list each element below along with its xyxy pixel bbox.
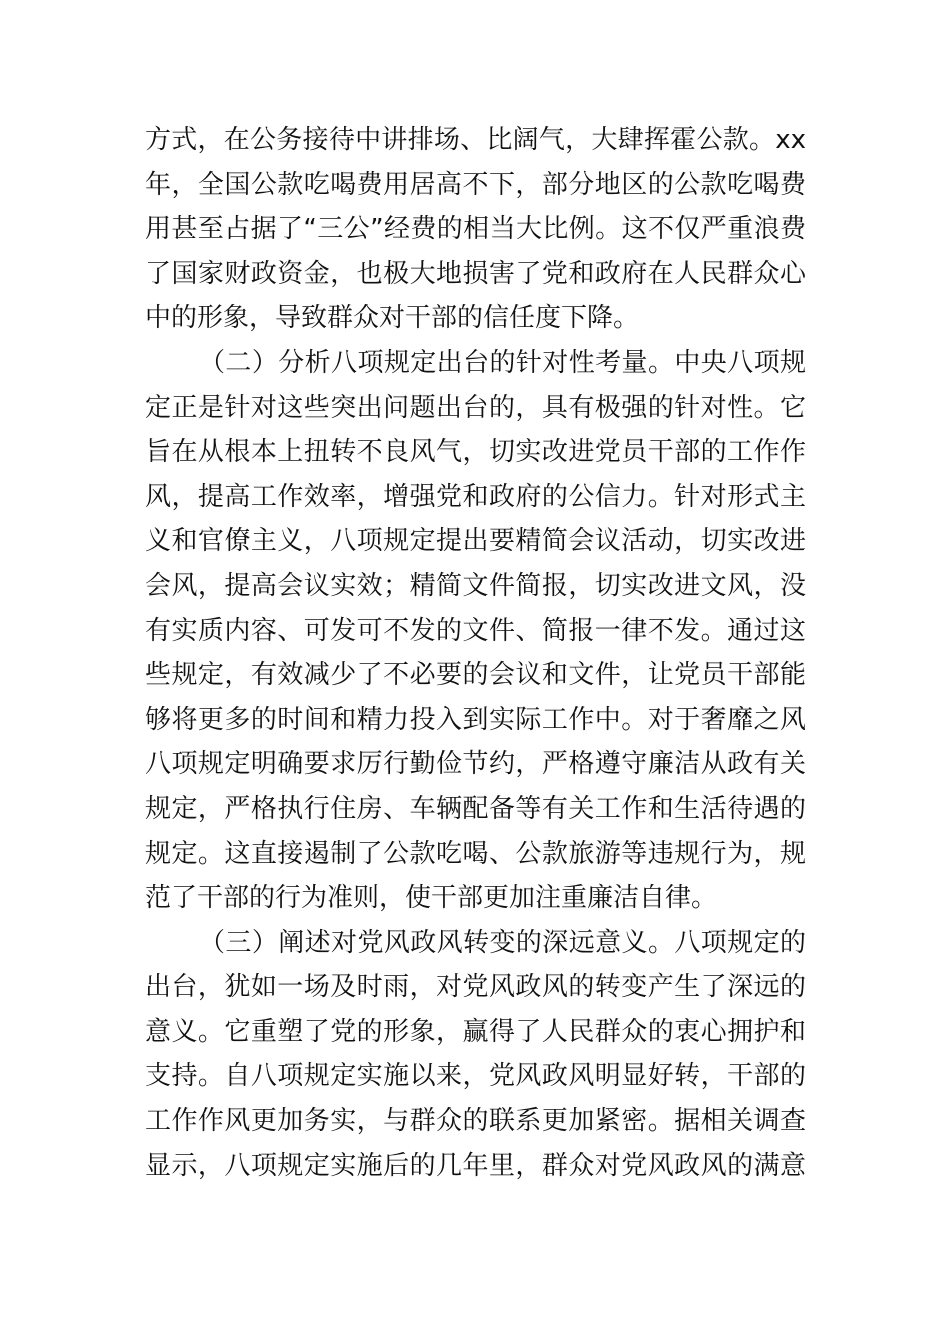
- text-line: （三）阐述对党风政风转变的深远意义。八项规定的: [199, 927, 806, 958]
- text-line: 中的形象，导致群众对干部的信任度下降。: [145, 303, 640, 334]
- text-line: 够将更多的时间和精力投入到实际工作中。对于奢靡之风: [145, 704, 806, 735]
- text-line: 会风，提高会议实效；精简文件简报，切实改进文风，没: [145, 570, 806, 601]
- text-line: 规定，严格执行住房、车辆配备等有关工作和生活待遇的: [145, 793, 806, 824]
- text-line: 八项规定明确要求厉行勤俭节约，严格遵守廉洁从政有关: [145, 749, 806, 780]
- text-line: 有实质内容、可发可不发的文件、简报一律不发。通过这: [145, 615, 806, 646]
- text-line: 规定。这直接遏制了公款吃喝、公款旅游等违规行为，规: [145, 838, 806, 869]
- text-line: 用甚至占据了“三公”经费的相当大比例。这不仅严重浪费: [145, 214, 806, 245]
- text-line: 支持。自八项规定实施以来，党风政风明显好转，干部的: [145, 1061, 806, 1092]
- text-line: 了国家财政资金，也极大地损害了党和政府在人民群众心: [145, 258, 806, 289]
- document-body: [145, 118, 806, 1188]
- text-line: 些规定，有效减少了不必要的会议和文件，让党员干部能: [145, 660, 806, 691]
- text-line: 年，全国公款吃喝费用居高不下，部分地区的公款吃喝费: [145, 169, 806, 200]
- text-line: 范了干部的行为准则，使干部更加注重廉洁自律。: [145, 883, 718, 914]
- text-line: 方式，在公务接待中讲排场、比阔气，大肆挥霍公款。xx: [145, 125, 806, 155]
- text-line: 风，提高工作效率，增强党和政府的公信力。针对形式主: [145, 481, 806, 512]
- text-line: 显示，八项规定实施后的几年里，群众对党风政风的满意: [145, 1150, 806, 1181]
- text-line: 意义。它重塑了党的形象，赢得了人民群众的衷心拥护和: [145, 1016, 806, 1047]
- text-line: 旨在从根本上扭转不良风气，切实改进党员干部的工作作: [145, 437, 806, 468]
- text-line: （二）分析八项规定出台的针对性考量。中央八项规: [199, 347, 806, 378]
- text-line: 定正是针对这些突出问题出台的，具有极强的针对性。它: [145, 392, 806, 423]
- text-line: 出台，犹如一场及时雨，对党风政风的转变产生了深远的: [145, 972, 806, 1003]
- text-line: 义和官僚主义，八项规定提出要精简会议活动，切实改进: [145, 526, 806, 557]
- text-line: 工作作风更加务实，与群众的联系更加紧密。据相关调查: [145, 1106, 806, 1137]
